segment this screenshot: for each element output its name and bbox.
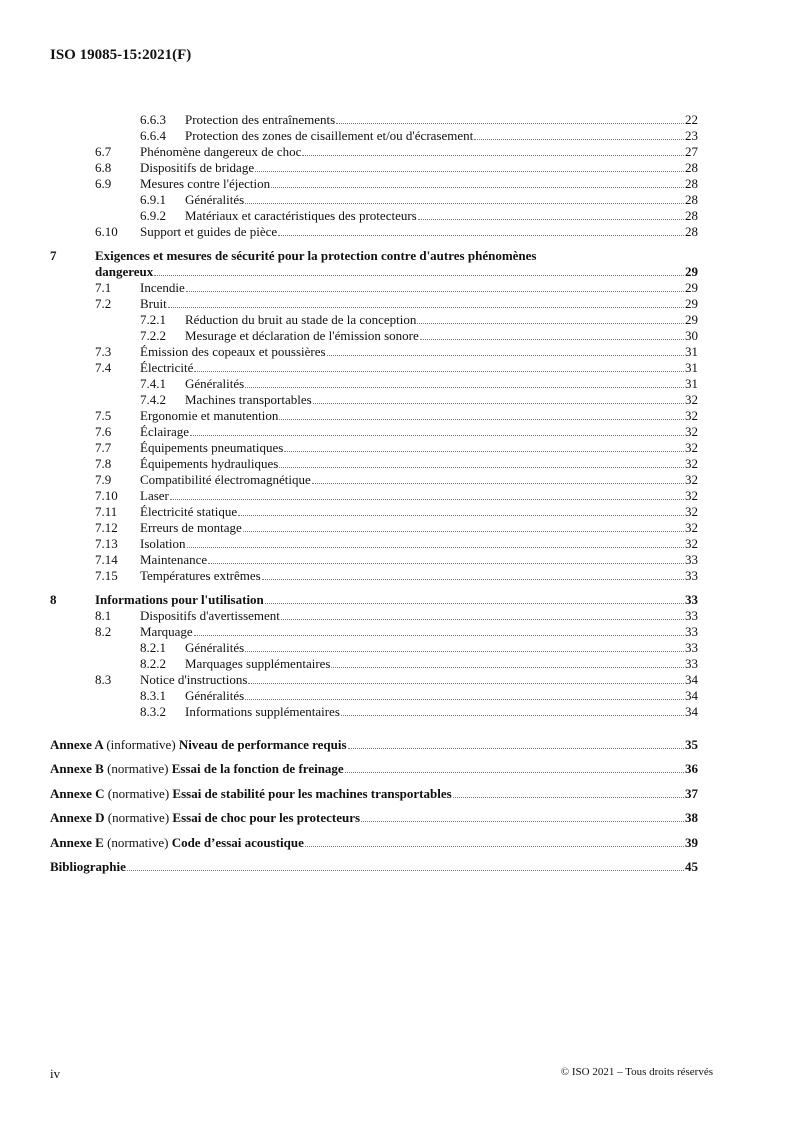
toc-entry-page: 32 xyxy=(685,392,698,407)
toc-entry[interactable] xyxy=(50,248,698,280)
leader-dots xyxy=(245,203,684,204)
toc-entry-title: Marquage xyxy=(140,624,193,639)
toc-entry-page: 32 xyxy=(685,440,698,455)
toc-entry[interactable] xyxy=(50,440,698,456)
leader-dots xyxy=(168,307,684,308)
leader-dots xyxy=(248,683,684,684)
toc-annex-entry[interactable] xyxy=(50,835,698,851)
leader-dots xyxy=(170,499,684,500)
annex-label: Annexe D xyxy=(50,810,105,825)
toc-entry-title: Phénomène dangereux de choc xyxy=(140,144,302,159)
toc-entry[interactable] xyxy=(50,144,698,160)
toc-entry-title: Électricité statique xyxy=(140,504,238,519)
toc-entry-page: 29 xyxy=(685,264,698,279)
toc-entry[interactable] xyxy=(50,376,698,392)
leader-dots xyxy=(262,579,684,580)
toc-entry-title: Notice d'instructions xyxy=(140,672,248,687)
toc-entry-title: Protection des zones de cisaillement et/ou d'écrasement xyxy=(185,128,474,143)
toc-entry-page: 29 xyxy=(685,280,698,295)
toc-entry-number: 7.15 xyxy=(95,568,118,583)
toc-entry-number: 6.10 xyxy=(95,224,118,239)
annex-kind: (informative) xyxy=(106,736,176,752)
toc-entry-number: 8.3.1 xyxy=(140,688,166,703)
toc-entry-page: 34 xyxy=(685,704,698,719)
table-of-contents xyxy=(50,112,698,875)
toc-entry[interactable] xyxy=(50,504,698,520)
annex-title-block xyxy=(50,835,304,851)
toc-entry-number: 6.8 xyxy=(95,160,112,175)
toc-entry-title: Compatibilité électromagnétique xyxy=(140,472,311,487)
toc-entry-title: Incendie xyxy=(140,280,185,295)
annex-title: Essai de la fonction de freinage xyxy=(171,761,344,776)
toc-entry[interactable] xyxy=(50,656,698,672)
toc-entry-number: 7.3 xyxy=(95,344,112,359)
toc-entry-title: Mesurage et déclaration de l'émission sonore xyxy=(185,328,419,343)
toc-entry-title: Dispositifs d'avertissement xyxy=(140,608,280,623)
annex-title: Bibliographie xyxy=(50,859,126,874)
toc-entry[interactable] xyxy=(50,488,698,504)
toc-entry-page: 34 xyxy=(685,688,698,703)
leader-dots xyxy=(190,435,684,436)
toc-entry-number: 7.11 xyxy=(95,504,118,519)
leader-dots xyxy=(127,870,684,871)
toc-entry[interactable] xyxy=(50,624,698,640)
toc-entry-number: 8 xyxy=(50,592,57,607)
leader-dots xyxy=(312,483,684,484)
toc-entry-title-block xyxy=(95,248,698,280)
toc-entry-number: 8.2.2 xyxy=(140,656,166,671)
toc-entry-number: 8.2 xyxy=(95,624,112,639)
toc-entry-number: 7.13 xyxy=(95,536,118,551)
leader-dots xyxy=(331,667,684,668)
annex-title-block xyxy=(50,786,452,802)
annex-kind: (normative) xyxy=(107,810,170,825)
leader-dots xyxy=(245,699,684,700)
toc-entry-page: 34 xyxy=(685,672,698,687)
toc-entry-page: 33 xyxy=(685,592,698,607)
toc-entry-number: 7.9 xyxy=(95,472,112,487)
leader-dots xyxy=(255,171,684,172)
toc-entry-number: 8.2.1 xyxy=(140,640,166,655)
toc-entry-number: 6.6.3 xyxy=(140,112,166,127)
toc-entry-title: Ergonomie et manutention xyxy=(140,408,279,423)
toc-entry-page: 23 xyxy=(685,128,698,143)
leader-dots xyxy=(453,797,684,798)
toc-entry[interactable] xyxy=(50,592,698,608)
toc-entry-title: Températures extrêmes xyxy=(140,568,261,583)
toc-entry[interactable] xyxy=(50,672,698,688)
toc-entry[interactable] xyxy=(50,568,698,584)
page-number: iv xyxy=(50,1066,61,1081)
annex-title: Niveau de performance requis xyxy=(178,736,347,752)
annex-kind: (normative) xyxy=(107,785,170,801)
toc-entry-page: 28 xyxy=(685,160,698,175)
toc-entry[interactable] xyxy=(50,112,698,128)
toc-entry-title: Machines transportables xyxy=(185,392,312,407)
toc-entry-number: 7 xyxy=(50,248,57,263)
toc-entry-title: Bruit xyxy=(140,296,167,311)
toc-entry-page: 28 xyxy=(685,224,698,239)
toc-entry[interactable] xyxy=(50,128,698,144)
toc-entry-page: 33 xyxy=(685,552,698,567)
leader-dots xyxy=(348,748,684,749)
toc-entry-title: Erreurs de montage xyxy=(140,520,242,535)
toc-entry-title: Support et guides de pièce xyxy=(140,224,278,239)
annex-spacer xyxy=(50,720,698,728)
toc-entry-title: Maintenance xyxy=(140,552,208,567)
toc-entry[interactable] xyxy=(50,608,698,624)
toc-annex-entry[interactable] xyxy=(50,859,698,875)
toc-entry[interactable] xyxy=(50,176,698,192)
leader-dots xyxy=(208,563,684,564)
leader-dots xyxy=(420,339,684,340)
annex-page: 36 xyxy=(685,761,698,776)
toc-entry-number: 7.2.1 xyxy=(140,312,166,327)
toc-entry[interactable] xyxy=(50,312,698,328)
toc-entry[interactable] xyxy=(50,280,698,296)
toc-entry-page: 33 xyxy=(685,568,698,583)
toc-entry-number: 7.4 xyxy=(95,360,112,375)
annex-kind: (normative) xyxy=(107,761,169,776)
toc-entry-number: 7.4.2 xyxy=(140,392,166,407)
toc-entry[interactable] xyxy=(50,520,698,536)
toc-entry-page: 32 xyxy=(685,472,698,487)
annex-page: 45 xyxy=(685,859,698,874)
toc-entry-page: 30 xyxy=(685,328,698,343)
toc-entry-number: 8.3.2 xyxy=(140,704,166,719)
annex-page: 38 xyxy=(685,810,698,825)
toc-entry[interactable] xyxy=(50,424,698,440)
toc-entry-title: Généralités xyxy=(185,376,245,391)
toc-entry-title: Matériaux et caractéristiques des protecteurs xyxy=(185,208,417,223)
leader-dots xyxy=(194,371,684,372)
toc-entry-page: 29 xyxy=(685,296,698,311)
leader-dots xyxy=(418,219,684,220)
leader-dots xyxy=(238,515,684,516)
toc-entry-page: 28 xyxy=(685,176,698,191)
toc-entry[interactable] xyxy=(50,160,698,176)
toc-entry-page: 28 xyxy=(685,192,698,207)
toc-entry-number: 7.14 xyxy=(95,552,118,567)
document-id-header: ISO 19085-15:2021(F) xyxy=(50,47,192,63)
toc-entry-number: 7.8 xyxy=(95,456,112,471)
annex-label: Annexe A xyxy=(50,736,104,752)
toc-entry[interactable] xyxy=(50,344,698,360)
toc-annex-entry[interactable] xyxy=(50,737,698,753)
leader-dots xyxy=(336,123,684,124)
annex-label: Annexe B xyxy=(50,761,104,776)
toc-entry-page: 31 xyxy=(685,376,698,391)
toc-entry-title-continued: dangereux xyxy=(95,264,154,279)
leader-dots xyxy=(345,772,684,773)
toc-entry-number: 7.2.2 xyxy=(140,328,166,343)
leader-dots xyxy=(305,846,684,847)
toc-annex-entry[interactable] xyxy=(50,761,698,777)
annex-page: 39 xyxy=(685,834,698,850)
leader-dots xyxy=(281,619,684,620)
toc-entry[interactable] xyxy=(50,328,698,344)
toc-entry[interactable] xyxy=(50,704,698,720)
annex-kind: (normative) xyxy=(107,834,169,850)
leader-dots xyxy=(361,821,684,822)
toc-entry-page: 22 xyxy=(685,112,698,127)
toc-entry-page: 32 xyxy=(685,488,698,503)
toc-entry[interactable] xyxy=(50,408,698,424)
toc-entry-page: 28 xyxy=(685,208,698,223)
toc-entry-page: 33 xyxy=(685,624,698,639)
toc-entry-number: 6.6.4 xyxy=(140,128,166,143)
leader-dots xyxy=(327,355,684,356)
toc-entry-title: Isolation xyxy=(140,536,186,551)
toc-entry-number: 7.2 xyxy=(95,296,112,311)
toc-entry-page: 29 xyxy=(685,312,698,327)
annex-label: Annexe E xyxy=(50,834,104,850)
toc-entry-title: Équipements pneumatiques xyxy=(140,440,284,455)
toc-entry[interactable] xyxy=(50,192,698,208)
leader-dots xyxy=(278,235,684,236)
toc-entry-number: 7.4.1 xyxy=(140,376,166,391)
toc-entry[interactable] xyxy=(50,392,698,408)
leader-dots xyxy=(474,139,684,140)
leader-dots xyxy=(279,419,684,420)
toc-entry-number: 7.12 xyxy=(95,520,118,535)
annex-title: Essai de stabilité pour les machines transportables xyxy=(172,785,452,801)
toc-entry-number: 7.10 xyxy=(95,488,118,503)
annex-page: 35 xyxy=(685,736,698,752)
toc-entry-number: 6.7 xyxy=(95,144,112,159)
toc-entry-number: 6.9.1 xyxy=(140,192,166,207)
leader-dots xyxy=(265,603,684,604)
toc-entry-title: Informations pour l'utilisation xyxy=(95,592,264,607)
toc-entry-number: 8.1 xyxy=(95,608,112,623)
toc-entry-title-line2 xyxy=(95,264,698,280)
toc-entry-number: 6.9 xyxy=(95,176,112,191)
toc-entry-title: Informations supplémentaires xyxy=(185,704,340,719)
toc-entry-title: Mesures contre l'éjection xyxy=(140,176,271,191)
annex-title-block xyxy=(50,810,360,826)
leader-dots xyxy=(245,651,684,652)
leader-dots xyxy=(187,547,685,548)
toc-entry-title: Généralités xyxy=(185,640,245,655)
toc-entry-page: 32 xyxy=(685,456,698,471)
leader-dots xyxy=(271,187,684,188)
toc-entry-number: 7.6 xyxy=(95,424,112,439)
toc-entry-page: 31 xyxy=(685,344,698,359)
toc-entry-title: Dispositifs de bridage xyxy=(140,160,255,175)
annex-title-block xyxy=(50,859,126,875)
toc-annex-entry[interactable] xyxy=(50,786,698,802)
leader-dots xyxy=(417,323,684,324)
toc-entry-page: 33 xyxy=(685,640,698,655)
toc-entry-title: Laser xyxy=(140,488,169,503)
leader-dots xyxy=(194,635,684,636)
toc-entry-page: 33 xyxy=(685,608,698,623)
toc-entry[interactable] xyxy=(50,536,698,552)
leader-dots xyxy=(302,155,684,156)
toc-entry-number: 8.3 xyxy=(95,672,112,687)
toc-entry-title: Exigences et mesures de sécurité pour la protection contre d'autres phénomènes xyxy=(95,248,537,263)
toc-entry-title: Électricité xyxy=(140,360,194,375)
toc-entry-title: Marquages supplémentaires xyxy=(185,656,331,671)
copyright-notice: © ISO 2021 – Tous droits réservés xyxy=(560,1066,713,1078)
annex-title-block xyxy=(50,761,344,777)
toc-entry-page: 32 xyxy=(685,424,698,439)
annex-title: Code d’essai acoustique xyxy=(171,834,304,850)
annex-label: Annexe C xyxy=(50,785,105,801)
toc-entry[interactable] xyxy=(50,296,698,312)
toc-entry-title: Généralités xyxy=(185,192,245,207)
leader-dots xyxy=(243,531,684,532)
toc-entry-number: 7.1 xyxy=(95,280,112,295)
toc-entry-page: 33 xyxy=(685,656,698,671)
toc-entry-number: 7.5 xyxy=(95,408,112,423)
leader-dots xyxy=(245,387,684,388)
toc-annex-entry[interactable] xyxy=(50,810,698,826)
toc-entry-title: Protection des entraînements xyxy=(185,112,336,127)
toc-entry-title: Réduction du bruit au stade de la conception xyxy=(185,312,417,327)
toc-entry-title: Généralités xyxy=(185,688,245,703)
leader-dots xyxy=(186,291,684,292)
leader-dots xyxy=(284,451,684,452)
toc-entry-title: Émission des copeaux et poussières xyxy=(140,344,326,359)
annex-title-block xyxy=(50,737,347,753)
annex-page: 37 xyxy=(685,785,698,801)
toc-entry-page: 32 xyxy=(685,536,698,551)
toc-entry-page: 32 xyxy=(685,520,698,535)
toc-entry[interactable] xyxy=(50,208,698,224)
toc-entry-title: Éclairage xyxy=(140,424,190,439)
leader-dots xyxy=(154,275,684,276)
toc-entry-number: 7.7 xyxy=(95,440,112,455)
toc-entry-page: 31 xyxy=(685,360,698,375)
leader-dots xyxy=(341,715,684,716)
toc-entry[interactable] xyxy=(50,360,698,376)
toc-entry-title: Équipements hydrauliques xyxy=(140,456,279,471)
toc-entry-number: 6.9.2 xyxy=(140,208,166,223)
toc-entry-page: 32 xyxy=(685,504,698,519)
toc-entry[interactable] xyxy=(50,552,698,568)
annex-title: Essai de choc pour les protecteurs xyxy=(172,810,361,825)
toc-entry[interactable] xyxy=(50,688,698,704)
toc-entry-page: 32 xyxy=(685,408,698,423)
toc-entry[interactable] xyxy=(50,456,698,472)
leader-dots xyxy=(279,467,684,468)
toc-entry[interactable] xyxy=(50,224,698,240)
toc-entry[interactable] xyxy=(50,640,698,656)
toc-entry-page: 27 xyxy=(685,144,698,159)
leader-dots xyxy=(313,403,684,404)
toc-entry[interactable] xyxy=(50,472,698,488)
